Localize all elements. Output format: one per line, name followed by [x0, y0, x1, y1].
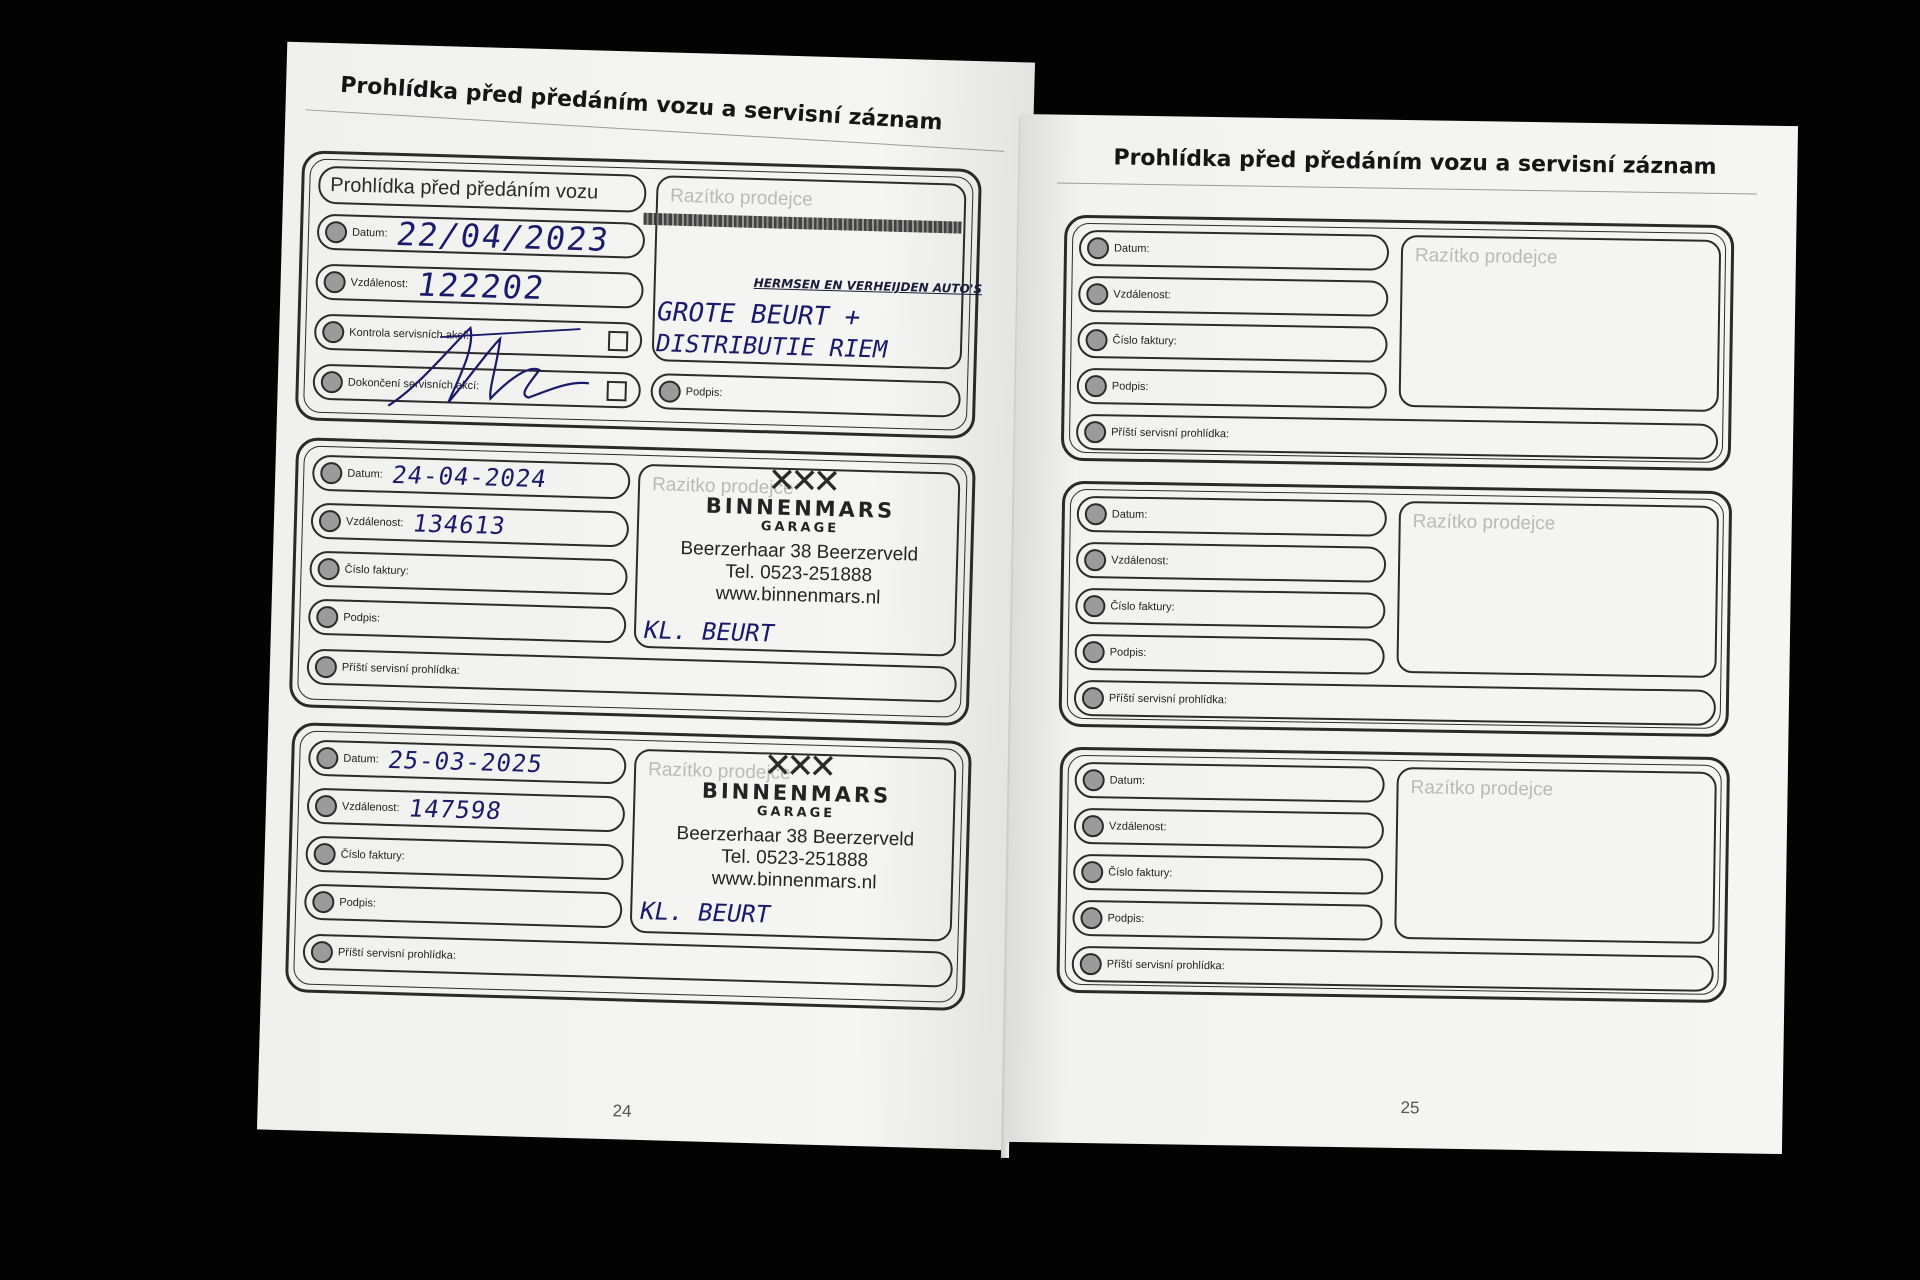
left-page-title: Prohlídka před předáním vozu a servisní záznam [339, 72, 944, 136]
date-label: Datum: [343, 752, 379, 766]
stamp-box [630, 746, 957, 942]
stamp-box [1399, 235, 1722, 412]
distance-label: Vzdálenost: [1111, 554, 1169, 568]
dealer-stamp [637, 462, 963, 612]
circle-icon [1084, 421, 1106, 443]
header-label: Prohlídka před předáním vozu [330, 173, 599, 204]
distance-label: Vzdálenost: [1108, 820, 1167, 834]
circle-icon [1081, 861, 1103, 883]
circle-icon [322, 321, 345, 344]
date-label: Datum: [351, 226, 388, 240]
left-section-1 [295, 150, 982, 439]
date-value: 24-04-2024 [390, 460, 550, 494]
signature-label: Podpis: [339, 896, 377, 910]
distance-value: 134613 [411, 509, 509, 541]
distance-label: Vzdálenost: [345, 515, 404, 530]
circle-icon [320, 462, 343, 485]
stamp-label: Razítko prodejce [669, 185, 813, 211]
dealer-stamp [633, 747, 959, 897]
distance-value: 122202 [414, 265, 549, 307]
invoice-field[interactable] [1077, 322, 1388, 363]
handwritten-note: KL. BEURT [641, 616, 777, 648]
date-field[interactable] [1074, 762, 1385, 803]
left-section-2 [289, 437, 976, 726]
stamp-tel: Tel. 0523-251888 [721, 846, 869, 872]
checkbox[interactable] [608, 331, 629, 352]
right-section-1 [1061, 215, 1735, 471]
circle-icon [315, 795, 338, 818]
distance-label: Vzdálenost: [1113, 288, 1171, 302]
distance-field[interactable] [1076, 542, 1387, 583]
stamp-web: www.binnenmars.nl [715, 582, 881, 609]
circle-icon [1082, 769, 1104, 791]
stamp-box [652, 175, 983, 370]
signature-field[interactable] [1072, 900, 1383, 941]
signature-label: Podpis: [1107, 912, 1145, 926]
binnenmars-logo-icon: ✕✕✕ [763, 746, 832, 787]
stamp-sub: GARAGE [760, 519, 840, 537]
signature-label: Podpis: [1109, 646, 1147, 660]
circle-icon [313, 843, 336, 866]
circle-icon [1084, 549, 1106, 571]
date-label: Datum: [1109, 774, 1146, 787]
invoice-label: Číslo faktury: [1110, 600, 1175, 614]
circle-icon [316, 606, 339, 629]
right-page-title: Prohlídka před předáním vozu a servisní záznam [1113, 145, 1717, 180]
service-done-label: Dokončení servisních akcí: [347, 376, 480, 393]
invoice-field[interactable] [1073, 854, 1384, 895]
date-field[interactable] [1079, 230, 1390, 271]
stamp-box [1394, 767, 1717, 944]
stamp-label: Razítko prodejce [647, 759, 791, 785]
date-label: Datum: [347, 467, 383, 481]
circle-icon [319, 510, 342, 533]
circle-icon [1085, 329, 1107, 351]
circle-icon [325, 221, 348, 244]
invoice-label: Číslo faktury: [344, 563, 409, 578]
distance-field[interactable] [1078, 276, 1389, 317]
date-label: Datum: [1113, 242, 1150, 256]
date-value: 25-03-2025 [386, 745, 546, 779]
right-section-2 [1059, 481, 1733, 737]
signature-label: Podpis: [685, 386, 723, 400]
circle-icon [1082, 815, 1104, 837]
stamp-name: BINNENMARS [701, 778, 892, 808]
handwritten-signature [378, 305, 601, 421]
signature-label: Podpis: [343, 611, 381, 625]
stamp-label: Razítko prodejce [1412, 511, 1556, 535]
next-service-label: Příští servisní prohlídka: [1106, 958, 1225, 973]
right-section-3 [1056, 747, 1730, 1003]
stamp-box [1396, 501, 1719, 678]
circle-icon [316, 747, 339, 770]
stamp-address: Beerzerhaar 38 Beerzerveld [676, 822, 915, 851]
circle-icon [312, 891, 335, 914]
circle-icon [315, 656, 338, 679]
circle-icon [1085, 503, 1107, 525]
next-service-label: Příští servisní prohlídka: [1111, 426, 1230, 441]
service-check-label: Kontrola servisních akcí: [349, 326, 470, 342]
circle-icon [1080, 953, 1102, 975]
circle-icon [658, 380, 681, 403]
invoice-label: Číslo faktury: [1112, 334, 1177, 348]
stamp-strip [643, 213, 961, 234]
date-value: 22/04/2023 [394, 215, 614, 259]
left-section-3 [285, 722, 972, 1011]
circle-icon [1083, 595, 1105, 617]
invoice-label: Číslo faktury: [340, 848, 405, 863]
circle-icon [1080, 907, 1102, 929]
circle-icon [1085, 375, 1107, 397]
invoice-field[interactable] [1075, 588, 1386, 629]
stamp-web: www.binnenmars.nl [711, 867, 877, 894]
circle-icon [311, 941, 334, 964]
stamp-address: Beerzerhaar 38 Beerzerveld [680, 537, 919, 566]
left-page-number: 24 [612, 1101, 632, 1121]
next-service-label: Příští servisní prohlídka: [337, 946, 457, 962]
signature-field[interactable] [1077, 368, 1388, 409]
stamp-label: Razitko prodejce [651, 474, 794, 500]
distance-value: 147598 [407, 794, 505, 826]
date-field[interactable] [1077, 496, 1388, 537]
stamp-sub: GARAGE [756, 804, 836, 822]
left-page [257, 42, 1035, 1150]
signature-label: Podpis: [1111, 380, 1149, 394]
circle-icon [317, 558, 340, 581]
circle-icon [1087, 237, 1109, 259]
right-title-rule [1057, 183, 1757, 195]
date-label: Datum: [1111, 508, 1148, 521]
handwritten-note: KL. BEURT [637, 897, 774, 929]
next-service-label: Příští servisní prohlídka: [1108, 692, 1228, 707]
circle-icon [1082, 687, 1104, 709]
distance-label: Vzdálenost: [350, 276, 409, 291]
binnenmars-logo-icon: ✕✕✕ [767, 461, 836, 502]
next-service-label: Příští servisní prohlídka: [341, 661, 461, 677]
circle-icon [1086, 283, 1108, 305]
circle-icon [321, 371, 344, 394]
distance-label: Vzdálenost: [341, 800, 400, 815]
right-page-number: 25 [1400, 1098, 1420, 1118]
invoice-label: Číslo faktury: [1108, 866, 1173, 880]
stamp-label: Razítko prodejce [1414, 245, 1558, 269]
handwritten-note-line-1: GROTE BEURT + [653, 297, 864, 333]
signature-field[interactable] [1074, 634, 1385, 675]
stamp-box [634, 461, 961, 657]
stamp-tel: Tel. 0523-251888 [724, 561, 873, 587]
stamp-name: BINNENMARS [705, 493, 896, 523]
circle-icon [323, 271, 346, 294]
stamp-label: Razítko prodejce [1410, 777, 1554, 801]
circle-icon [1083, 641, 1105, 663]
handwritten-note-line-2: DISTRIBUTIE RIEM [653, 329, 891, 364]
dealer-stamp: HERMSEN EN VERHEIJDEN AUTO'S [753, 275, 983, 297]
checkbox[interactable] [606, 381, 627, 402]
distance-field[interactable] [1074, 808, 1385, 849]
right-page [1004, 114, 1798, 1154]
